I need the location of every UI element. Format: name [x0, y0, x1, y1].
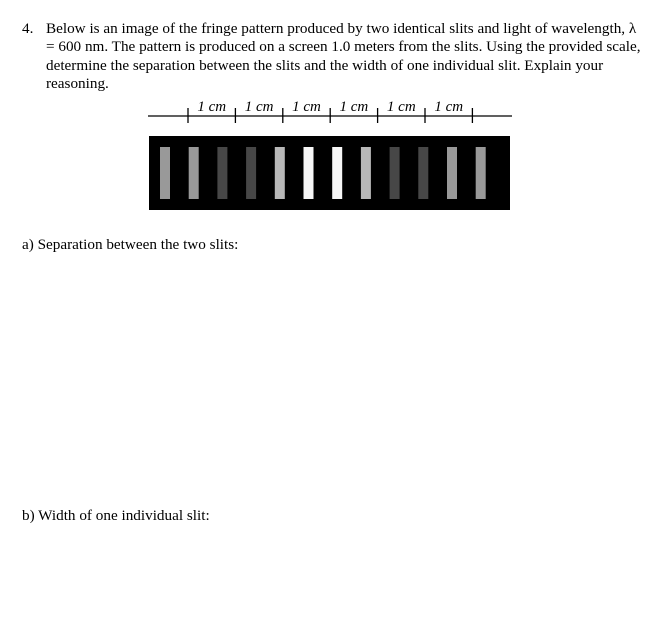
fringe-bar — [275, 147, 285, 199]
scale-svg — [148, 96, 512, 126]
fringe-bar — [189, 147, 199, 199]
scale-label: 1 cm — [386, 99, 416, 115]
fringe-bar — [332, 147, 342, 199]
scale-label: 1 cm — [434, 99, 464, 115]
scale-bar — [148, 96, 512, 126]
fringe-bar — [447, 147, 457, 199]
fringe-bar — [217, 147, 227, 199]
scale-label: 1 cm — [339, 99, 369, 115]
question-number: 4. — [22, 20, 34, 37]
scale-label: 1 cm — [197, 99, 227, 115]
scale-label: 1 cm — [292, 99, 321, 115]
fringe-bar — [246, 147, 256, 199]
question-text: Below is an image of the fringe pattern produced by two identical slits and light of wavelength, λ = 600 nm. The pattern is produced on a screen 1.0 meters from the slits. Using the provided scale, determine the separation between the slits and the width of one individual slit. Explain your reasoning. — [46, 20, 641, 92]
fringe-bar — [160, 147, 170, 199]
fringe-bar — [304, 147, 314, 199]
fringe-svg — [149, 136, 510, 210]
scale-label: 1 cm — [244, 99, 274, 115]
fringe-bar — [390, 147, 400, 199]
question-4 — [22, 20, 642, 93]
fringe-bar — [361, 147, 371, 199]
part-a-label: a) Separation between the two slits: — [22, 236, 239, 253]
fringe-pattern — [149, 136, 510, 210]
fringe-bar — [418, 147, 428, 199]
fringe-bar — [476, 147, 486, 199]
part-b-label: b) Width of one individual slit: — [22, 507, 210, 524]
